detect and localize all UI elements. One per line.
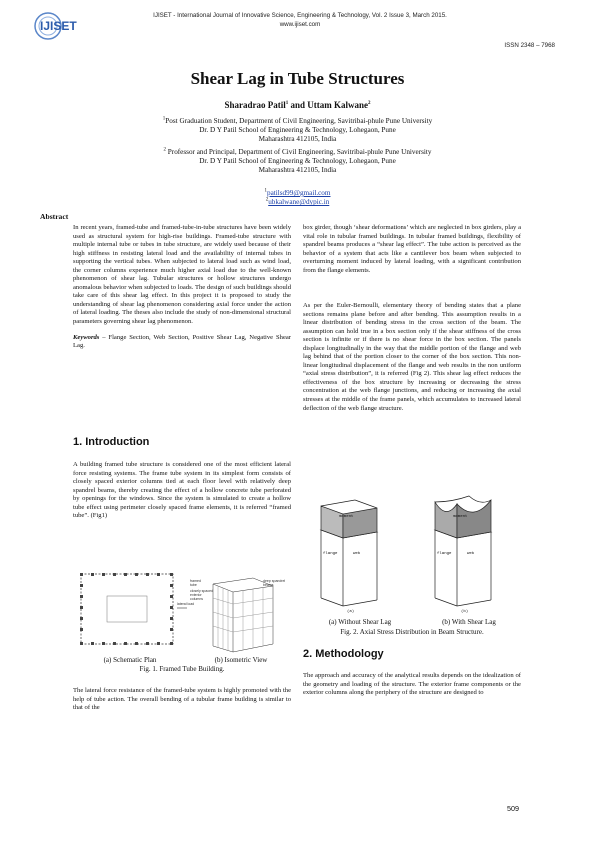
- author-2: Uttam Kalwane: [307, 100, 369, 110]
- author-line: [0, 100, 595, 110]
- fig1-label-beams: beams: [263, 583, 274, 587]
- email-link-2[interactable]: ubkalwane@dypic.in: [268, 198, 330, 207]
- figure-2-drawing: [303, 488, 521, 614]
- aff2-line3: Maharashtra 412105, India: [258, 166, 337, 175]
- fig1-label-deep: deep spandrel: [263, 579, 286, 583]
- fig2-sub-a: (a) Without Shear Lag: [328, 618, 392, 626]
- issn: ISSN 2348 – 7968: [504, 42, 555, 49]
- aff2-line1: Professor and Principal, Department of Civil Engineering, Savitribai-phule Pune University: [166, 148, 432, 156]
- fig2-caption: Fig. 2. Axial Stress Distribution in Beam Structure.: [340, 628, 484, 636]
- fig1-label-closely: closely spaced: [190, 589, 213, 593]
- logo-text: IJISET: [40, 19, 77, 33]
- keywords-text: – Flange Section, Web Section, Positive Shear Lag, Negative Shear Lag.: [73, 333, 291, 350]
- methodology-paragraph: The approach and accuracy of the analytical results depends on the idealization of the geometry and loading of the structure. The exterior frame components or the exterior columns along the periphery of the structure are designed to: [303, 672, 521, 697]
- fig2-sub-b: (b) With Shear Lag: [442, 618, 496, 626]
- paper-title: Shear Lag in Tube Structures: [190, 69, 405, 88]
- email1-sup: 1: [264, 188, 267, 194]
- fig1-sub-a: (a) Schematic Plan: [103, 656, 157, 664]
- keywords: [73, 334, 291, 351]
- affiliation-1: [0, 117, 595, 145]
- journal-website[interactable]: www.ijiset.com: [279, 21, 321, 28]
- affiliation-2: [0, 148, 595, 176]
- fig2-moment-b: moment: [453, 515, 468, 519]
- email-link-1[interactable]: patilsd99@gmail.com: [266, 189, 331, 197]
- fig1-label-tube: tube: [190, 583, 197, 587]
- fig1-sub-b: (b) Isometric View: [214, 656, 268, 664]
- fig2-flange-a: flange: [323, 552, 338, 556]
- fig2-label-a: (a): [347, 610, 355, 614]
- aff2-line2: Dr. D Y Patil School of Engineering & Technology, Lohegaon, Pune: [199, 157, 396, 166]
- aff1-line3: Maharashtra 412105, India: [258, 135, 337, 144]
- aff1-sup: 1: [162, 116, 166, 122]
- fig1-label-columns: columns: [190, 597, 204, 601]
- right-column-paragraph-2: As per the Euler-Bernoulli, elementary theory of bending states that a plane sections remains plane before and after bending. This assumption results in a linear distribution of bending stress in the cross section of the beam. The assumption can hold true in a box section only if the shear stiffness of the cross section is infinite or if there is no shear force in the box section. The panels displace longitudinally in the way that the middle portion of the flange and web lag behind that of the portion closer to the corner of the box section. This non-linear longitudinal displacement of the flange and web results in the non uniform “axial stress distribution”, it is referred (Fig 2). This shear lag effect reduces the effectiveness of the box structure by increasing or decreasing the stress concentration at the web flange junctions, and reducing or increasing the axial stresses at the middle of the frame panels, which accumulates to increased lateral deflection of the web flange structure.: [303, 302, 521, 412]
- section-introduction-heading: 1. Introduction: [73, 436, 150, 448]
- aff1-line2: Dr. D Y Patil School of Engineering & Technology, Lohegaon, Pune: [199, 126, 396, 135]
- figure-1-drawing: [73, 568, 291, 654]
- keywords-label: Keywords: [73, 333, 100, 341]
- aff2-sup: 2: [163, 147, 166, 153]
- abstract-text: In recent years, framed-tube and framed-tube-in-tube structures have been widely used as structural system for high-rise buildings. Framed-tube structure with multiple internal tube or tubes in tube structure, are widely used because of their high stiffness in resisting lateral load and the availability of internal tubes in supporting the vertical tubes. When subjected to lateral load such as wind load, the corner columns experience much higher axial load due to the well-known phenomenon of shear lag. Tubular structures or hollow structures undergo anomalous behavior when subjected to loads. The design of such buildings should take care of this shear lag effect. In this project it is proposed to study the understanding of shear lag phenomenon considering axial force under the action of lateral loading. The theses also include the study of non-dimensional structural parameters governing shear lag phenomenon.: [73, 224, 291, 326]
- intro-paragraph-1: A building framed tube structure is considered one of the most efficient lateral force resisting systems. The frame tube system in its simplest form consists of closely spaced exterior columns tied at each floor level with relatively deep spandrel beams, thereby creating the effect of a hollow concrete tube perforated by openings for the windows. Since the system is simulated to create a hollow tube effect using perimeter closely spaced frame elements, it is referred “framed tube”. (Fig1): [73, 461, 291, 520]
- aff1-line1: Post Graduation Student, Department of Civil Engineering, Savitribai-phule Pune University: [165, 117, 433, 125]
- right-column-paragraph-1: box girder, though ‘shear deformations’ which are neglected in box girders, play a vital role in tubular framed buildings. In tubular framed buildings, flexibility of spandrel beams produces a “shear lag effect”. The tube action is perceived as the behavior of a system that acts like a cantilever box beam when subjected to overturning moment induced by lateral loading, with a significant contribution from the flange elements.: [303, 224, 521, 274]
- fig2-flange-b: flange: [437, 552, 452, 556]
- left-column: [73, 224, 291, 351]
- fig1-label-framed: framed: [190, 579, 201, 583]
- fig2-label-b: (b): [461, 610, 469, 614]
- fig2-web-b: web: [467, 552, 475, 556]
- page-number: 509: [507, 804, 519, 813]
- emails: [0, 189, 595, 207]
- author-1-sup: 1: [285, 101, 289, 106]
- fig2-web-a: web: [353, 552, 361, 556]
- intro-paragraph-2: The lateral force resistance of the framed-tube system is highly promoted with the help of tube action. The overall bending of a tubular frame building is similar to that of the: [73, 687, 291, 712]
- fig2-moment-a: moment: [339, 515, 354, 519]
- journal-header: IJISET - International Journal of Innovative Science, Engineering & Technology, Vol. 2 Issue 3, March 2015.: [153, 12, 447, 19]
- author-and: and: [288, 100, 308, 110]
- fig1-caption: Fig. 1. Framed Tube Building.: [139, 665, 225, 673]
- author-1: Sharadrao Patil: [224, 100, 286, 110]
- section-methodology-heading: 2. Methodology: [303, 648, 384, 660]
- email2-sup: 2: [265, 197, 269, 203]
- author-2-sup: 2: [368, 101, 371, 106]
- figure-2: [303, 488, 521, 614]
- fig1-label-lateral: lateral load: [177, 602, 195, 606]
- abstract-heading: Abstract: [40, 212, 69, 221]
- fig1-label-exterior: exterior: [190, 593, 202, 597]
- figure-1: [73, 568, 291, 654]
